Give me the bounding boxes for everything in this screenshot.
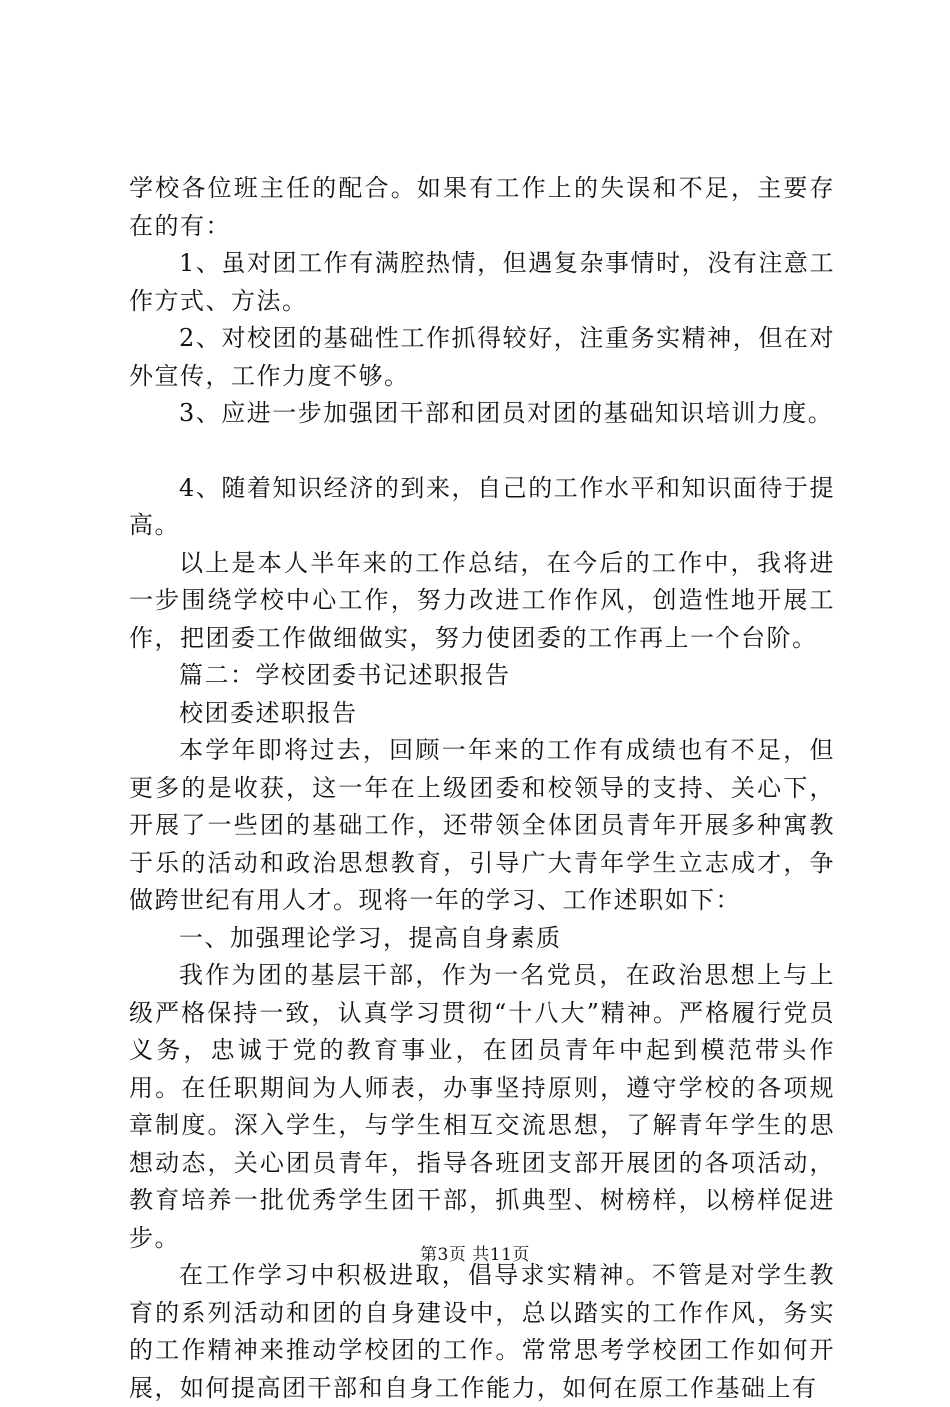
report-title: 校团委述职报告 <box>179 698 358 727</box>
paragraph-item-1: 1、虽对团工作有满腔热情，但遇复杂事情时，没有注意工作方式、方法。 <box>129 249 835 315</box>
paragraph-continuation: 学校各位班主任的配合。如果有工作上的失误和不足，主要存在的有： <box>129 174 835 240</box>
paragraph-summary: 以上是本人半年来的工作总结，在今后的工作中，我将进一步围绕学校中心工作，努力改进工作作风，创造性地开展工作，把团委工作做细做实，努力使团委的工作再上一个台阶。 <box>129 548 835 652</box>
paragraph-body-2: 在工作学习中积极进取，倡导求实精神。不管是对学生教育的系列活动和团的自身建设中，总以踏实的工作作风，务实的工作精神来推动学校团的工作。常常思考学校团工作如何开展，如何提高团干部和自身工作能力，如何在原工作基础上有 <box>129 1261 835 1402</box>
section-heading: 篇二：学校团委书记述职报告 <box>179 661 511 689</box>
paragraph-intro: 本学年即将过去，回顾一年来的工作有成绩也有不足，但更多的是收获，这一年在上级团委和校领导的支持、关心下，开展了一些团的基础工作，还带领全体团员青年开展多种寓教于乐的活动和政治思想教育，引导广大青年学生立志成才，争做跨世纪有用人才。现将一年的学习、工作述职如下： <box>129 736 835 914</box>
paragraph-item-4: 4、随着知识经济的到来，自己的工作水平和知识面待于提高。 <box>129 473 835 539</box>
paragraph-body-1: 我作为团的基层干部，作为一名党员，在政治思想上与上级严格保持一致，认真学习贯彻“十八大”精神。严格履行党员义务，忠诚于党的教育事业，在团员青年中起到模范带头作用。在任职期间为人师表，办事坚持原则，遵守学校的各项规章制度。深入学生，与学生相互交流思想，了解青年学生的思想动态，关心团员青年，指导各班团支部开展团的各项活动，教育培养一批优秀学生团干部，抓典型、树榜样，以榜样促进步。 <box>129 961 835 1252</box>
document-body <box>129 170 835 1407</box>
paragraph-item-3: 3、应进一步加强团干部和团员对团的基础知识培训力度。 <box>179 399 834 427</box>
paragraph-item-2: 2、对校团的基础性工作抓得较好，注重务实精神，但在对外宣传，工作力度不够。 <box>129 324 835 390</box>
subsection-heading: 一、加强理论学习，提高自身素质 <box>179 923 562 952</box>
page-number-footer: 第3页 共11页 <box>420 1245 530 1265</box>
